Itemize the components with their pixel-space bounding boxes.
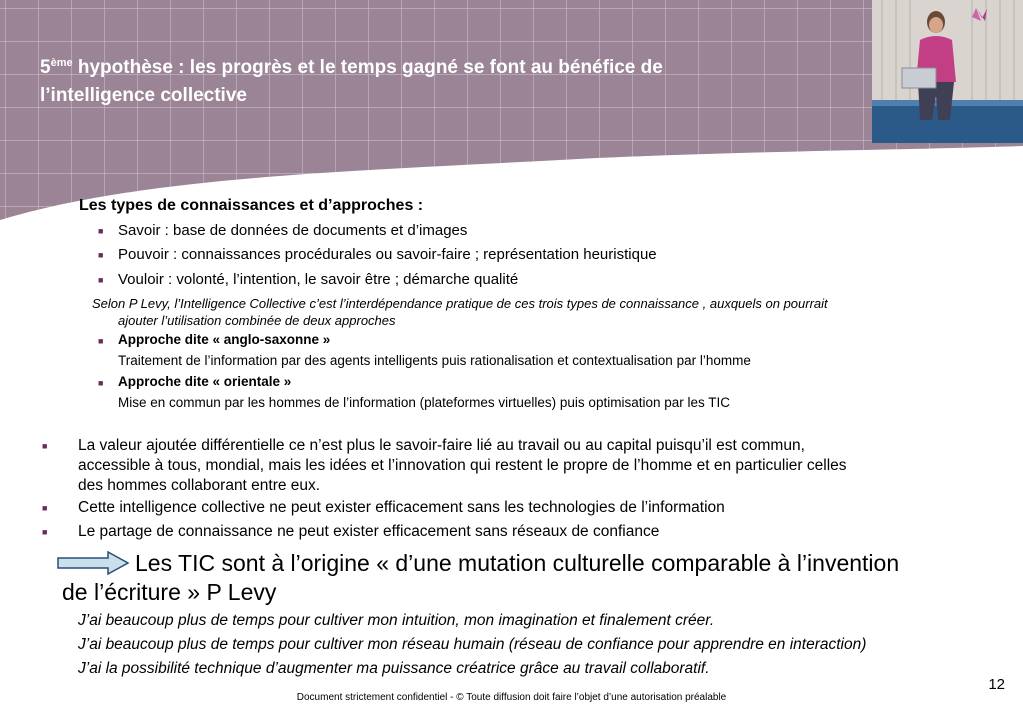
main-bullet-1-line-3: des hommes collaborant entre eux. bbox=[78, 477, 321, 494]
square-bullet-icon: ■ bbox=[42, 441, 48, 451]
main-bullet-1-line-1: La valeur ajoutée différentielle ce n’est plus le savoir-faire lié au travail ou au capital puisqu’il est commun, bbox=[78, 437, 805, 454]
main-bullet-2: Cette intelligence collective ne peut exister efficacement sans les technologies de l’information bbox=[78, 499, 725, 516]
title-number: 5 bbox=[40, 57, 51, 78]
title-line-2: l’intelligence collective bbox=[40, 85, 247, 106]
italic-statement: J’ai la possibilité technique d’augmenter ma puissance créatrice grâce au travail collaboratif. bbox=[78, 660, 710, 677]
approach-anglo-saxon-title: Approche dite « anglo-saxonne » bbox=[118, 332, 331, 347]
list-item: Savoir : base de données de documents et d’images bbox=[118, 222, 468, 239]
square-bullet-icon: ■ bbox=[98, 250, 104, 260]
square-bullet-icon: ■ bbox=[98, 226, 104, 236]
main-bullet-1-line-2: accessible à tous, mondial, mais les idées et l’innovation qui restent le propre de l’homme et en particulier celles bbox=[78, 457, 847, 474]
square-bullet-icon: ■ bbox=[98, 378, 104, 388]
list-item: Pouvoir : connaissances procédurales ou savoir-faire ; représentation heuristique bbox=[118, 246, 657, 263]
title-superscript: ème bbox=[50, 57, 73, 69]
square-bullet-icon: ■ bbox=[98, 336, 104, 346]
italic-statement: J’ai beaucoup plus de temps pour cultiver mon réseau humain (réseau de confiance pour apprendre en interaction) bbox=[78, 636, 867, 653]
levy-quote-big-line-2: de l’écriture » P Levy bbox=[62, 579, 277, 605]
right-arrow-icon bbox=[56, 550, 130, 576]
list-item: Vouloir : volonté, l’intention, le savoir être ; démarche qualité bbox=[118, 271, 519, 288]
levy-quote-line-2: ajouter l’utilisation combinée de deux approches bbox=[118, 313, 396, 328]
square-bullet-icon: ■ bbox=[42, 527, 48, 537]
footer-confidentiality: Document strictement confidentiel - © Toute diffusion doit faire l’objet d’une autorisation préalable bbox=[296, 692, 727, 703]
page-number: 12 bbox=[988, 676, 1005, 693]
italic-statement: J’ai beaucoup plus de temps pour cultiver mon intuition, mon imagination et finalement créer. bbox=[78, 612, 715, 629]
levy-quote-line-1: Selon P Levy, l’Intelligence Collective c’est l’interdépendance pratique de ces trois types de connaissance , auxquels on pourrait bbox=[92, 296, 828, 311]
title-line-1: hypothèse : les progrès et le temps gagné se font au bénéfice de bbox=[72, 57, 663, 78]
levy-quote-big-line-1: Les TIC sont à l’origine « d’une mutation culturelle comparable à l’invention bbox=[135, 550, 900, 576]
square-bullet-icon: ■ bbox=[98, 275, 104, 285]
approach-anglo-saxon-description: Traitement de l’information par des agents intelligents puis rationalisation et contextualisation par l’homme bbox=[118, 353, 751, 368]
square-bullet-icon: ■ bbox=[42, 503, 48, 513]
approach-oriental-description: Mise en commun par les hommes de l’information (plateformes virtuelles) puis optimisation par les TIC bbox=[118, 395, 730, 410]
approach-oriental-title: Approche dite « orientale » bbox=[118, 374, 292, 389]
main-bullet-3: Le partage de connaissance ne peut exister efficacement sans réseaux de confiance bbox=[78, 523, 660, 540]
section-heading: Les types de connaissances et d’approches : bbox=[79, 197, 424, 214]
